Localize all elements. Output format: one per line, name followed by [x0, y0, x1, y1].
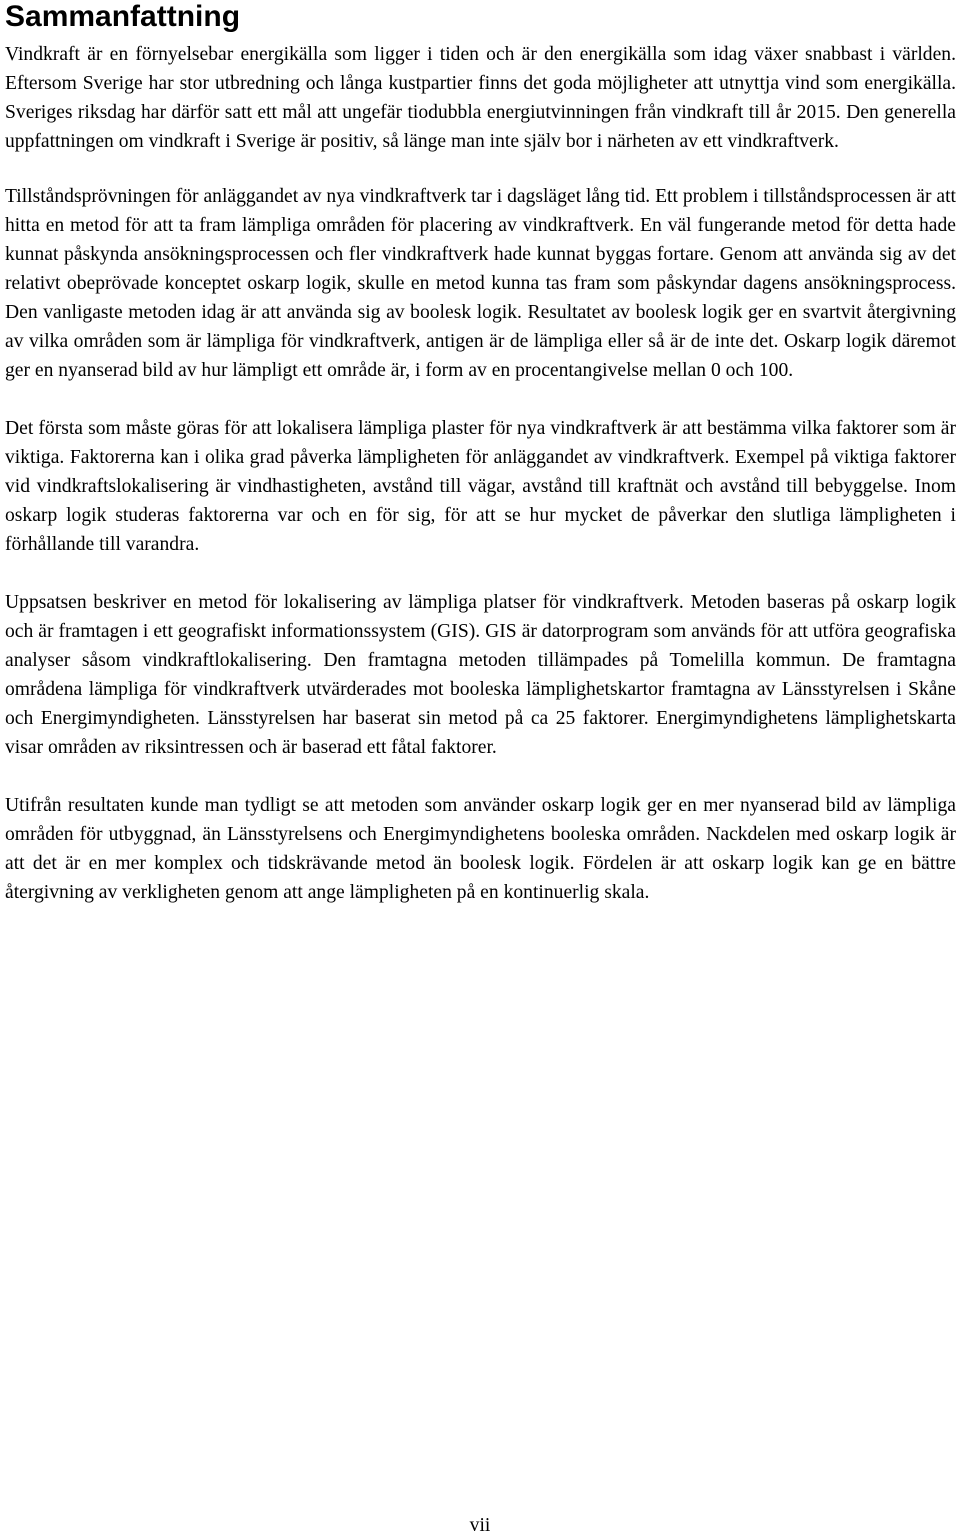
summary-paragraph-5: Utifrån resultaten kunde man tydligt se att metoden som använder oskarp logik ger en mer nyanserad bild av lämpliga områden för utbyggnad, än Länsstyrelsens och Energimyndighetens booleska områden. Nackdelen med oskarp logik är att det är en mer komplex och tidskrävande metod än boolesk logik. Fördelen är att oskarp logik kan ge en bättre återgivning av verkligheten genom att ange lämpligheten på en kontinuerlig skala. — [5, 795, 956, 903]
summary-paragraph-2: Tillståndsprövningen för anläggandet av nya vindkraftverk tar i dagsläget lång tid. Ett problem i tillståndsprocessen är att hitta en metod för att ta fram lämpliga områden för placering av vindkraftverk. En väl fungerande metod för detta hade kunnat påskynda ansökningsprocessen och fler vindkraftverk hade kunnat byggas fortare. Genom att använda sig av det relativt obeprövade konceptet oskarp logik, skulle en metod kunna tas fram som påskyndar dagens ansökningsprocess. Den vanligaste metoden idag är att använda sig av boolesk logik. Resultatet av boolesk logik ger en svartvit återgivning av vilka områden som är lämpliga för vindkraftverk, antigen är de lämpliga eller så är de inte det. Oskarp logik däremot ger en nyanserad bild av hur lämpligt ett område är, i form av en procentangivelse mellan 0 och 100. — [5, 186, 956, 381]
summary-paragraph-1: Vindkraft är en förnyelsebar energikälla som ligger i tiden och är den energikälla som idag växer snabbast i världen. Eftersom Sverige har stor utbredning och långa kustpartier finns det goda möjligheter att utnyttja vind som energikälla. Sveriges riksdag har därför satt ett mål att ungefär tiodubbla energiutvinningen från vindkraft till år 2015. Den generella uppfattningen om vindkraft i Sverige är positiv, så länge man inte själv bor i närheten av ett vindkraftverk. — [5, 44, 956, 152]
summary-paragraph-3: Det första som måste göras för att lokalisera lämpliga plaster för nya vindkraftverk är att bestämma vilka faktorer som är viktiga. Faktorerna kan i olika grad påverka lämpligheten för anläggandet av vindkraftverk. Exempel på viktiga faktorer vid vindkraftslokalisering är vindhastigheten, avstånd till vägar, avstånd till kraftnät och avstånd till bebyggelse. Inom oskarp logik studeras faktorerna var och en för sig, för att se hur mycket de påverkar den slutliga lämpligheten i förhållande till varandra. — [5, 418, 956, 555]
summary-paragraph-4: Uppsatsen beskriver en metod för lokalisering av lämpliga platser för vindkraftverk. Metoden baseras på oskarp logik och är framtagen i ett geografiskt informationssystem (GIS). GIS är datorprogram som används för att utföra geografiska analyser såsom vindkraftlokalisering. Den framtagna metoden tillämpades på Tomelilla kommun. De framtagna områdena lämpliga för vindkraftverk utvärderades mot booleska lämplighetskartor framtagna av Länsstyrelsen i Skåne och Energimyndigheten. Länsstyrelsen har baserat sin metod på ca 25 faktorer. Energimyndighetens lämplighetskarta visar områden av riksintressen och är baserad ett fåtal faktorer. — [5, 592, 956, 758]
section-heading: Sammanfattning — [5, 0, 241, 33]
page-number: vii — [469, 1515, 491, 1536]
document-page — [5, 0, 956, 907]
